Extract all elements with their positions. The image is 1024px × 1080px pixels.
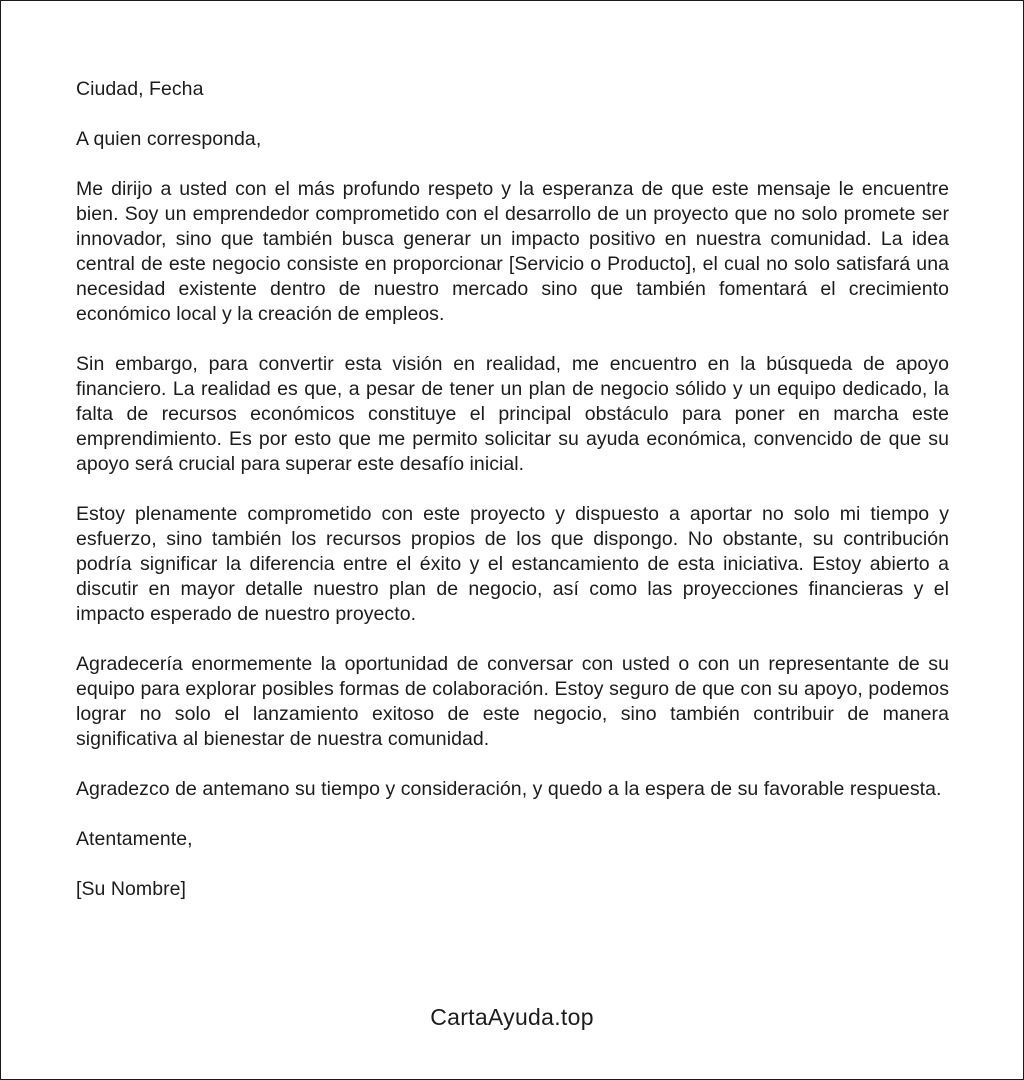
footer-site-name: CartaAyuda.top xyxy=(430,1004,594,1030)
paragraph-introduction: Me dirijo a usted con el más profundo respeto y la esperanza de que este mensaje le encuentre bien. Soy un emprendedor comprometido con el desarrollo de un proyecto que no solo promete ser innovador, sino que también busca generar un impacto positivo en nuestra comunidad. La idea central de este negocio consiste en proporcionar [Servicio o Producto], el cual no solo satisfará una necesidad existente dentro de nuestro mercado sino que también fomentará el crecimiento económico local y la creación de empleos. xyxy=(76,178,949,325)
place-date: Ciudad, Fecha xyxy=(76,78,204,100)
paragraph-meeting: Agradecería enormemente la oportunidad de conversar con usted o con un representante de su equipo para explorar posibles formas de colaboración. Estoy seguro de que con su apoyo, podemos lograr no solo el lanzamiento exitoso de este negocio, sino también contribuir de manera significativa al bienestar de nuestra comunidad. xyxy=(76,653,949,750)
paragraph-thanks: Agradezco de antemano su tiempo y consideración, y quedo a la espera de su favorable respuesta. xyxy=(76,778,942,800)
salutation: A quien corresponda, xyxy=(76,128,262,150)
paragraph-commitment: Estoy plenamente comprometido con este proyecto y dispuesto a aportar no solo mi tiempo y esfuerzo, sino también los recursos propios de los que dispongo. No obstante, su contribución podría significar la diferencia entre el éxito y el estancamiento de esta iniciativa. Estoy abierto a discutir en mayor detalle nuestro plan de negocio, así como las proyecciones financieras y el impacto esperado de nuestro proyecto. xyxy=(76,503,949,625)
signature: [Su Nombre] xyxy=(76,878,187,900)
letter-body xyxy=(76,77,949,927)
paragraph-request: Sin embargo, para convertir esta visión en realidad, me encuentro en la búsqueda de apoyo financiero. La realidad es que, a pesar de tener un plan de negocio sólido y un equipo dedicado, la falta de recursos económicos constituye el principal obstáculo para poner en marcha este emprendimiento. Es por esto que me permito solicitar su ayuda económica, convencido de que su apoyo será crucial para superar este desafío inicial. xyxy=(76,353,949,475)
closing: Atentamente, xyxy=(76,828,193,850)
